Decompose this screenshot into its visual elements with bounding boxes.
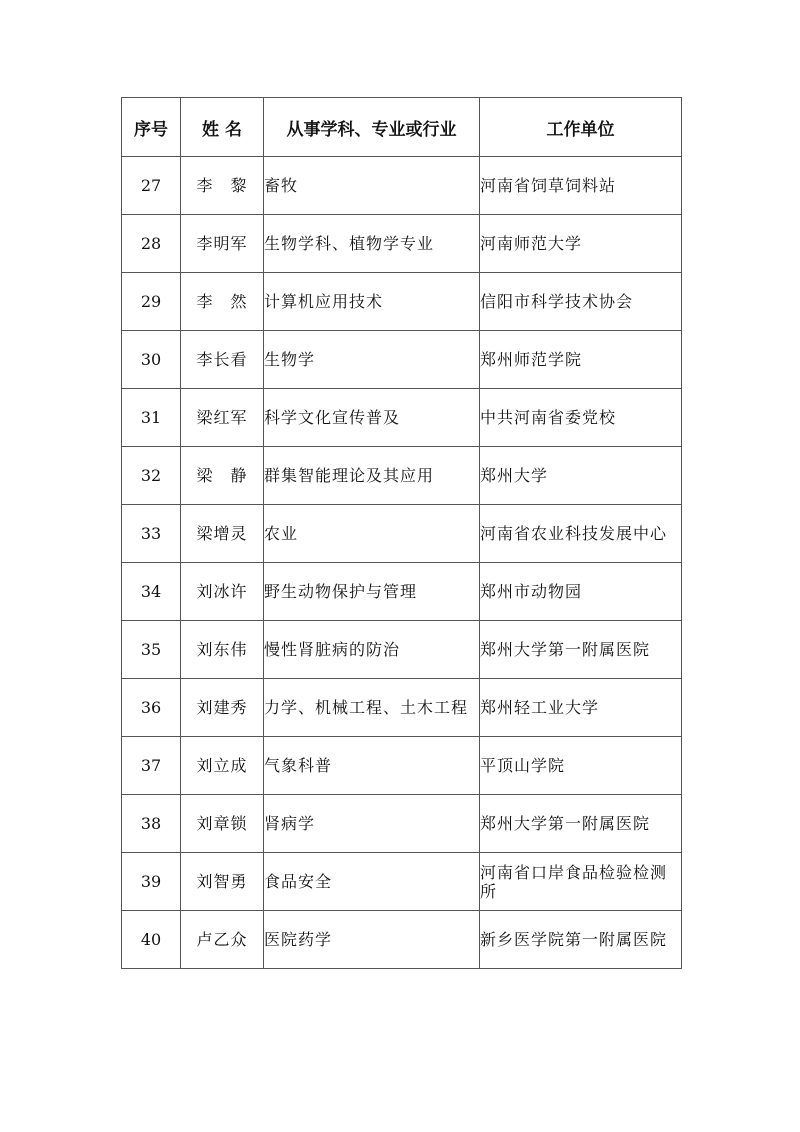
cell-work-unit: 郑州大学第一附属医院 xyxy=(480,621,682,679)
cell-serial-number: 27 xyxy=(122,157,181,215)
cell-field: 畜牧 xyxy=(264,157,480,215)
table-row xyxy=(122,447,682,505)
cell-work-unit: 河南师范大学 xyxy=(480,215,682,273)
cell-serial-number: 38 xyxy=(122,795,181,853)
cell-field: 气象科普 xyxy=(264,737,480,795)
cell-serial-number: 39 xyxy=(122,853,181,911)
table-row xyxy=(122,215,682,273)
cell-work-unit: 平顶山学院 xyxy=(480,737,682,795)
header-work-unit: 工作单位 xyxy=(480,98,682,157)
cell-name: 李 黎 xyxy=(181,157,264,215)
cell-name: 刘东伟 xyxy=(181,621,264,679)
cell-work-unit: 信阳市科学技术协会 xyxy=(480,273,682,331)
cell-name: 李 然 xyxy=(181,273,264,331)
cell-name: 卢乙众 xyxy=(181,911,264,969)
table-row xyxy=(122,679,682,737)
cell-field: 食品安全 xyxy=(264,853,480,911)
cell-work-unit: 郑州轻工业大学 xyxy=(480,679,682,737)
cell-work-unit: 河南省饲草饲料站 xyxy=(480,157,682,215)
cell-field: 生物学 xyxy=(264,331,480,389)
cell-field: 计算机应用技术 xyxy=(264,273,480,331)
cell-work-unit: 郑州大学 xyxy=(480,447,682,505)
cell-name: 梁红军 xyxy=(181,389,264,447)
cell-work-unit: 新乡医学院第一附属医院 xyxy=(480,911,682,969)
table-row xyxy=(122,273,682,331)
cell-field: 慢性肾脏病的防治 xyxy=(264,621,480,679)
table-row xyxy=(122,911,682,969)
cell-serial-number: 36 xyxy=(122,679,181,737)
cell-work-unit: 中共河南省委党校 xyxy=(480,389,682,447)
cell-serial-number: 28 xyxy=(122,215,181,273)
table-row xyxy=(122,389,682,447)
cell-field: 农业 xyxy=(264,505,480,563)
cell-serial-number: 32 xyxy=(122,447,181,505)
roster-table xyxy=(121,97,682,969)
table-row xyxy=(122,331,682,389)
cell-serial-number: 33 xyxy=(122,505,181,563)
header-field: 从事学科、专业或行业 xyxy=(264,98,480,157)
cell-field: 肾病学 xyxy=(264,795,480,853)
table-row xyxy=(122,621,682,679)
cell-name: 梁 静 xyxy=(181,447,264,505)
table-row xyxy=(122,157,682,215)
cell-serial-number: 30 xyxy=(122,331,181,389)
cell-name: 李长看 xyxy=(181,331,264,389)
cell-work-unit: 河南省口岸食品检验检测所 xyxy=(480,853,682,911)
cell-serial-number: 31 xyxy=(122,389,181,447)
cell-serial-number: 40 xyxy=(122,911,181,969)
header-name: 姓 名 xyxy=(181,98,264,157)
cell-name: 刘章锁 xyxy=(181,795,264,853)
cell-field: 生物学科、植物学专业 xyxy=(264,215,480,273)
table-header-row xyxy=(122,98,682,157)
cell-field: 医院药学 xyxy=(264,911,480,969)
cell-name: 刘立成 xyxy=(181,737,264,795)
cell-work-unit: 河南省农业科技发展中心 xyxy=(480,505,682,563)
cell-name: 刘冰许 xyxy=(181,563,264,621)
table-row xyxy=(122,853,682,911)
cell-name: 刘建秀 xyxy=(181,679,264,737)
cell-field: 群集智能理论及其应用 xyxy=(264,447,480,505)
cell-serial-number: 29 xyxy=(122,273,181,331)
cell-work-unit: 郑州市动物园 xyxy=(480,563,682,621)
cell-name: 梁增灵 xyxy=(181,505,264,563)
cell-serial-number: 35 xyxy=(122,621,181,679)
cell-name: 李明军 xyxy=(181,215,264,273)
cell-field: 力学、机械工程、土木工程 xyxy=(264,679,480,737)
cell-field: 野生动物保护与管理 xyxy=(264,563,480,621)
header-serial-number: 序号 xyxy=(122,98,181,157)
cell-name: 刘智勇 xyxy=(181,853,264,911)
cell-serial-number: 37 xyxy=(122,737,181,795)
table-row xyxy=(122,737,682,795)
cell-field: 科学文化宣传普及 xyxy=(264,389,480,447)
table-row xyxy=(122,795,682,853)
table-row xyxy=(122,505,682,563)
cell-work-unit: 郑州师范学院 xyxy=(480,331,682,389)
cell-serial-number: 34 xyxy=(122,563,181,621)
table-row xyxy=(122,563,682,621)
cell-work-unit: 郑州大学第一附属医院 xyxy=(480,795,682,853)
